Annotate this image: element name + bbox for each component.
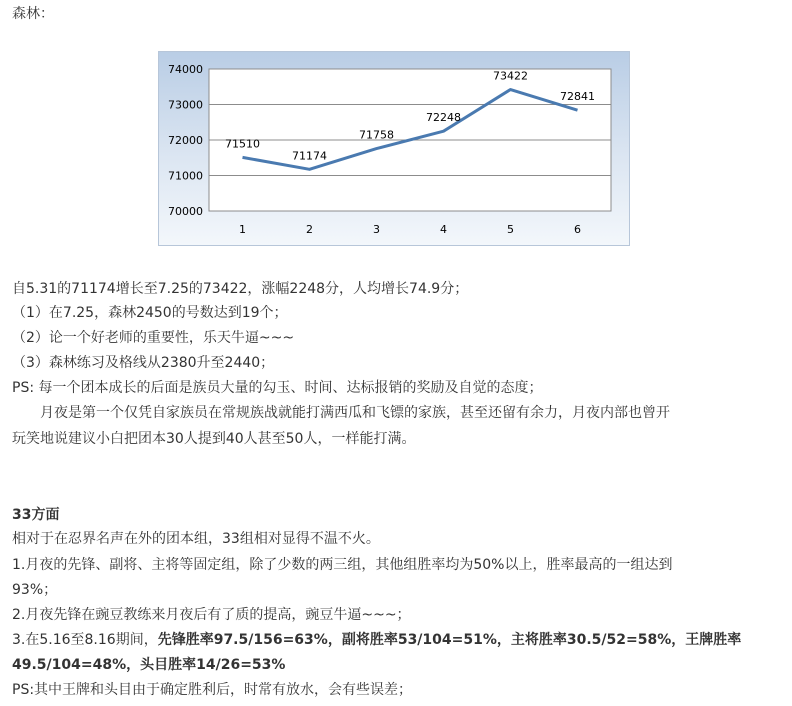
y-tick-label-3: 73000 [168,98,203,112]
y-tick-label-0: 70000 [168,205,203,218]
x-tick-label-2: 3 [373,223,380,236]
section2-item-3-stats: 先锋胜率97.5/156=63%，副将胜率53/104=51%，主将胜率30.5/52=58%，王牌胜率 [157,632,742,648]
x-tick-label-1: 2 [306,223,313,236]
paragraph-line-2: 玩笑地说建议小白把团本30人提到40人甚至50人，一样能打满。 [12,431,416,447]
section2-item-1-line-2: 93%； [12,582,58,598]
x-tick-label-3: 4 [440,223,447,236]
section2-ps-note: PS:其中王牌和头目由于确定胜利后，时常有放水，会有些误差； [12,682,413,698]
data-label-0: 71510 [225,137,260,151]
section2-item-3-line-1 [12,631,741,649]
data-label-4: 73422 [493,69,528,83]
section2-item-3-prefix: 3.在5.16至8.16期间， [12,632,158,648]
x-tick-label-5: 6 [574,223,581,236]
list-item-3: （3）森林练习及格线从2380升至2440； [12,355,275,371]
data-label-5: 72841 [560,90,595,104]
y-tick-label-4: 74000 [168,63,203,76]
section2-item-2: 2.月夜先锋在豌豆教练来月夜后有了质的提高，豌豆牛逼~~~； [12,607,411,623]
data-label-1: 71174 [292,149,327,163]
chart-svg [159,52,629,245]
data-label-2: 71758 [359,128,394,142]
paragraph-line-1: 月夜是第一个仅凭自家族员在常规族战就能打满西瓜和飞镖的家族，甚至还留有余力，月夜内部也曾开 [40,405,670,421]
section2-item-3-line-2: 49.5/104=48%，头目胜率14/26=53% [12,657,286,673]
y-tick-label-1: 71000 [168,169,203,183]
y-tick-label-2: 72000 [168,134,203,147]
summary-text: 自5.31的71174增长至7.25的73422，涨幅2248分，人均增长74.9分； [12,281,469,297]
list-item-2: （2）论一个好老师的重要性，乐天牛逼~~~ [12,330,295,346]
data-label-3: 72248 [426,111,461,125]
section-heading-forest: 森林： [12,6,54,22]
ps-note: PS: 每一个团本成长的后面是族员大量的勾玉、时间、达标报销的奖励及自觉的态度； [12,380,543,396]
list-item-1: （1）在7.25，森林2450的号数达到19个； [12,305,288,321]
score-line-chart [158,51,630,246]
x-tick-label-4: 5 [507,223,514,236]
section2-intro: 相对于在忍界名声在外的团本组，33组相对显得不温不火。 [12,531,380,547]
section-heading-33: 33方面 [12,507,60,523]
section2-item-1-line-1: 1.月夜的先锋、副将、主将等固定组，除了少数的两三组，其他组胜率均为50%以上，胜率最高的一组达到 [12,557,673,573]
x-tick-label-0: 1 [239,223,246,236]
